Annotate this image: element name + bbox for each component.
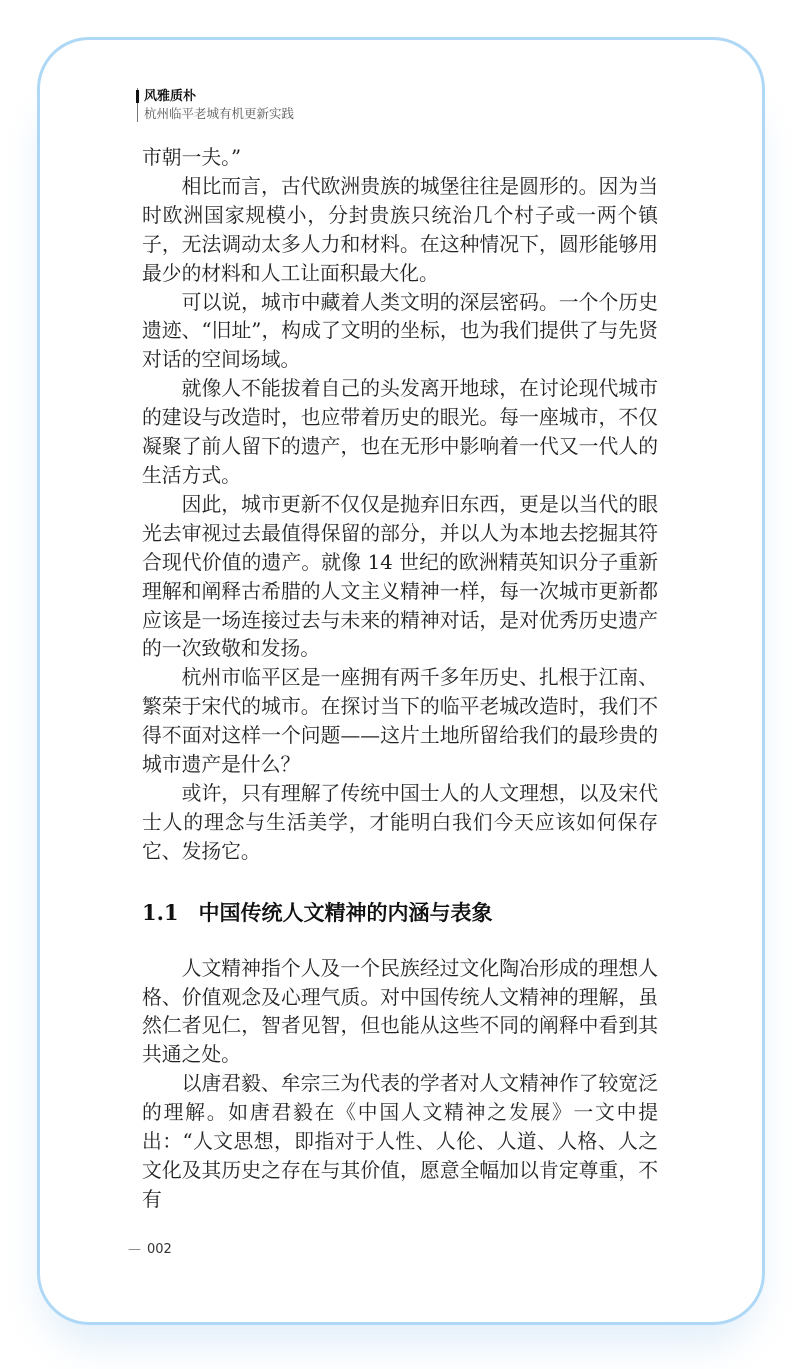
paragraph: 可以说，城市中藏着人类文明的深层密码。一个个历史遗迹、“旧址”，构成了文明的坐标，也为我们提供了与先贤对话的空间场域。 — [142, 290, 658, 372]
header-marker-bar — [136, 90, 139, 103]
paragraph: 以唐君毅、牟宗三为代表的学者对人文精神作了较宽泛的理解。如唐君毅在《中国人文精神之发展》一文中提出：“人文思想，即指对于人性、人伦、人道、人格、人之文化及其历史之存在与其价值，愿意全幅加以肯定尊重，不有 — [142, 1072, 658, 1211]
running-header — [137, 88, 294, 122]
paragraph: 杭州市临平区是一座拥有两千多年历史、扎根于江南、繁荣于宋代的城市。在探讨当下的临平老城改造时，我们不得不面对这样一个问题——这片土地所留给我们的最珍贵的城市遗产是什么？ — [142, 666, 658, 777]
body-text-top — [142, 144, 658, 867]
section-number: 1.1 — [142, 899, 179, 925]
page-number — [128, 1241, 663, 1259]
paragraph: 或许，只有理解了传统中国士人的人文理想，以及宋代士人的理念与生活美学，才能明白我们今天应该如何保存它、发扬它。 — [142, 781, 658, 863]
paragraph: 就像人不能拔着自己的头发离开地球，在讨论现代城市的建设与改造时，也应带着历史的眼光。每一座城市，不仅凝聚了前人留下的遗产，也在无形中影响着一代又一代人的生活方式。 — [142, 377, 658, 487]
body-text-section — [142, 955, 658, 1215]
page-number-dash: — — [128, 1241, 141, 1257]
book-subtitle: 杭州临平老城有机更新实践 — [144, 106, 295, 121]
page-content — [128, 0, 663, 1319]
page-number-value: 002 — [147, 1241, 172, 1257]
paragraph: 因此，城市更新不仅仅是抛弃旧东西，更是以当代的眼光去审视过去最值得保留的部分，并以人为本地去挖掘其符合现代价值的遗产。就像 14 世纪的欧洲精英知识分子重新理解和阐释古希腊的人文主义精神一样，每一次城市更新都应该是一场连接过去与未来的精神对话，是对优秀历史遗产的一次致敬和发扬。 — [142, 492, 658, 661]
section-heading — [142, 899, 663, 927]
book-title: 风雅质朴 — [144, 89, 197, 104]
section-title: 中国传统人文精神的内涵与表象 — [198, 899, 493, 925]
paragraph: 相比而言，古代欧洲贵族的城堡往往是圆形的。因为当时欧洲国家规模小，分封贵族只统治几个村子或一两个镇子，无法调动太多人力和材料。在这种情况下，圆形能够用最少的材料和人工让面积最大化。 — [142, 174, 658, 285]
paragraph: 市朝一夫。” — [142, 146, 242, 169]
paragraph: 人文精神指个人及一个民族经过文化陶冶形成的理想人格、价值观念及心理气质。对中国传统人文精神的理解，虽然仁者见仁，智者见智，但也能从这些不同的阐释中看到其共通之处。 — [142, 956, 658, 1067]
